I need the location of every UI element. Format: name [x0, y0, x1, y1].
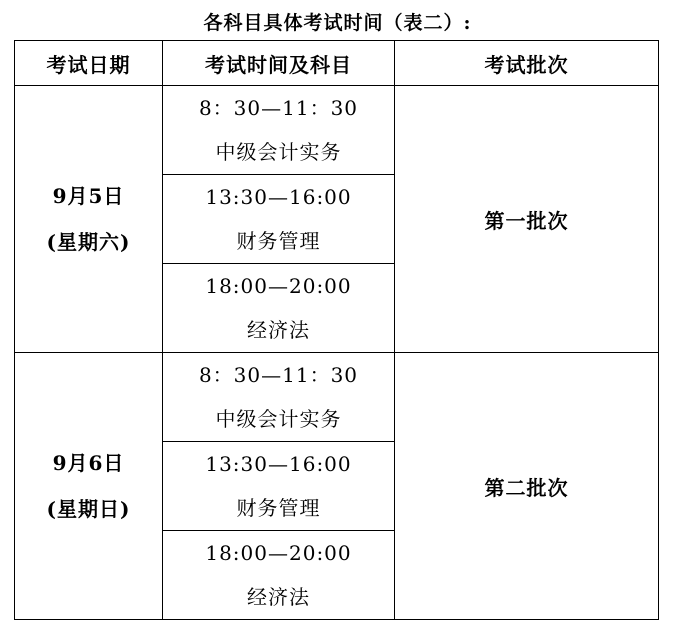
slot-time: 18:00—20:00 — [205, 274, 352, 298]
slot-subject: 经济法 — [247, 318, 310, 342]
slot-subject: 财务管理 — [236, 496, 321, 520]
slot-cell — [163, 86, 395, 175]
exam-schedule-table — [14, 40, 659, 620]
slot-time: 13:30—16:00 — [205, 185, 352, 209]
table-row — [15, 353, 659, 442]
exam-date: 9月6日 — [52, 451, 125, 475]
batch-cell — [395, 86, 659, 353]
day-cell — [15, 86, 163, 353]
slot-subject: 经济法 — [247, 585, 310, 609]
header-batch: 考试批次 — [395, 41, 659, 86]
batch-label: 第一批次 — [484, 208, 569, 233]
batch-cell — [395, 353, 659, 620]
slot-subject: 中级会计实务 — [215, 407, 342, 431]
exam-weekday: (星期日) — [46, 497, 131, 521]
page-title: 各科目具体考试时间（表二）: — [203, 12, 472, 34]
header-row — [15, 41, 659, 86]
batch-label: 第二批次 — [484, 475, 569, 500]
slot-cell — [163, 175, 395, 264]
exam-date: 9月5日 — [52, 184, 125, 208]
slot-cell — [163, 353, 395, 442]
exam-weekday: (星期六) — [46, 230, 131, 254]
slot-subject: 财务管理 — [236, 229, 321, 253]
slot-time: 13:30—16:00 — [205, 452, 352, 476]
slot-time: 8：30—11：30 — [198, 96, 359, 120]
day-cell — [15, 353, 163, 620]
slot-time: 8：30—11：30 — [198, 363, 359, 387]
table-row — [15, 86, 659, 175]
slot-cell — [163, 264, 395, 353]
header-exam-date: 考试日期 — [15, 41, 163, 86]
slot-subject: 中级会计实务 — [215, 140, 342, 164]
slot-time: 18:00—20:00 — [205, 541, 352, 565]
header-time-subject: 考试时间及科目 — [163, 41, 395, 86]
slot-cell — [163, 442, 395, 531]
slot-cell — [163, 531, 395, 620]
